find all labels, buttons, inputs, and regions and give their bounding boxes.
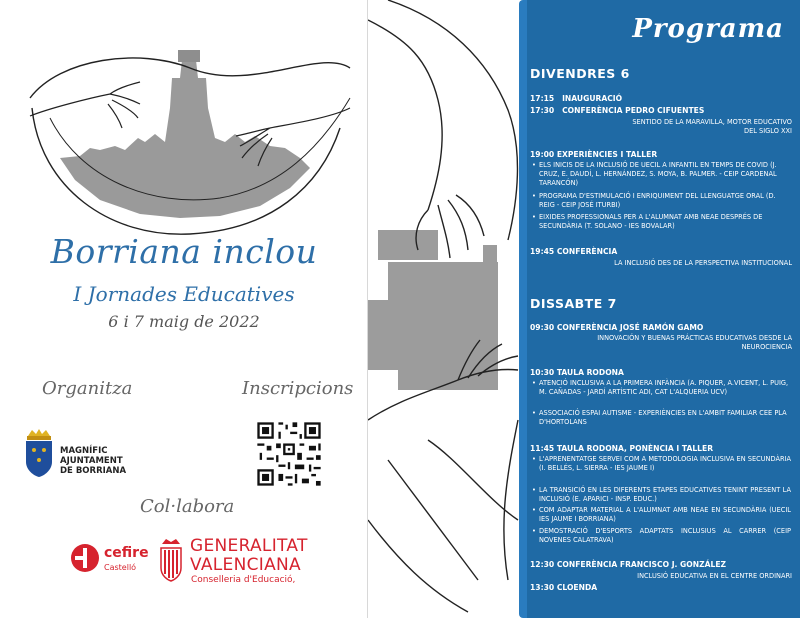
schedule-item: 17:15 INAUGURACIÓ — [530, 94, 623, 103]
item-bullet: • COM ADAPTAR MATERIAL A L'ALUMNAT AMB NEAE EN SECUNDÀRIA (UECIL IES JAUME I BORRIANA) — [531, 506, 791, 524]
borriana-crest-icon — [22, 428, 56, 478]
generalitat-emblem-icon — [158, 536, 184, 582]
item-bullet: • LA TRANSICIÓ EN LES DIFERENTS ETAPES EDUCATIVES TENINT PRESENT LA INCLUSIÓ (E. APARICI - INSP. EDUC.) — [531, 486, 791, 504]
item-description: INNOVACIÓN Y BUENAS PRÁCTICAS EDUCATIVAS DESDE LA — [597, 334, 792, 342]
item-description: LA INCLUSIÓ DES DE LA PERSPECTIVA INSTITUCIONAL — [614, 259, 792, 267]
event-title: Borriana inclou — [50, 232, 318, 271]
day-heading-saturday: DISSABTE 7 — [530, 296, 617, 311]
item-bullet: • L'APRENENTATGE SERVEI COM A METODOLOGIA INCLUSIVA EN SECUNDÀRIA (I. BELLÉS, L. SIERRA - IES JAUME I) — [531, 455, 791, 473]
item-description: INCLUSIÓ EDUCATIVA EN EL CENTRE ORDINARI — [637, 572, 792, 580]
cefire-name: cefire — [104, 545, 149, 561]
schedule-item: 10:30 TAULA RODONA — [530, 368, 624, 377]
cefire-logo-icon — [70, 543, 100, 573]
program-title: Programa — [632, 14, 784, 44]
item-description: SENTIDO DE LA MARAVILLA, MOTOR EDUCATIVO — [632, 118, 792, 126]
schedule-item: 19:45 CONFERÈNCIA — [530, 247, 618, 256]
schedule-item: 19:00 EXPERIÈNCIES I TALLER — [530, 150, 658, 159]
hands-line-art-illustration — [368, 0, 525, 618]
day-heading-friday: DIVENDRES 6 — [530, 66, 630, 81]
inscripcions-heading: Inscripcions — [242, 378, 354, 399]
middle-illustration-panel — [368, 0, 525, 618]
item-bullet: • PROGRAMA D'ESTIMULACIÓ I ENRIQUIMENT DEL LLENGUATGE ORAL (D. REIG - CEIP JOSÉ ITURBI) — [531, 192, 791, 210]
schedule-item: 17:30 CONFERÈNCIA PEDRO CIFUENTES — [530, 106, 705, 115]
item-bullet: • ELS INICIS DE LA INCLUSIÓ DE UECIL A INFANTIL EN TEMPS DE COVID (J. CRUZ, E. DAUDÍ, L. HERNÁNDEZ, S. MOYA, B. PALMER. - CEIP CARDENAL TARANCÓN) — [531, 161, 791, 188]
program-accent-bar — [519, 0, 527, 618]
generalitat-name-line1: GENERALITAT — [190, 536, 308, 556]
ajuntament-name: MAGNÍFIC AJUNTAMENT DE BORRIANA — [60, 446, 127, 476]
left-panel — [0, 0, 368, 618]
colabora-heading: Col·labora — [140, 496, 235, 517]
item-bullet: • DEMOSTRACIÓ D'ESPORTS ADAPTATS INCLUSIUS AL CARRER (CEIP NOVENES CALATRAVA) — [531, 527, 791, 545]
event-date: 6 i 7 maig de 2022 — [108, 312, 260, 331]
item-bullet: • ASSOCIACIÓ ESPAI AUTISME - EXPERIÈNCIES EN L'AMBIT FAMILIAR CEE PLA D'HORTOLANS — [531, 409, 791, 427]
conselleria-name: Conselleria d'Educació, — [191, 575, 296, 585]
hands-embracing-town-illustration — [20, 38, 360, 238]
item-bullet: • ATENCIÓ INCLUSIVA A LA PRIMERA INFÀNCIA (A. PIQUER, A.VICENT, L. PUIG, M. CAÑADAS - JARDÍ ARTÍSTIC ADI, CAT L'ALQUERIA UCV) — [531, 379, 791, 397]
registration-qr-code[interactable] — [255, 420, 323, 488]
cefire-city: Castelló — [104, 563, 137, 572]
generalitat-name-line2: VALENCIANA — [190, 555, 301, 575]
program-panel — [525, 0, 800, 618]
item-bullet: • EIXIDES PROFESSIONALS PER A L'ALUMNAT AMB NEAE DESPRÉS DE SECUNDÀRIA (T. SOLANO - IES BOVALAR) — [531, 213, 791, 231]
schedule-item: 12:30 CONFERÈNCIA FRANCISCO J. GONZÁLEZ — [530, 560, 727, 569]
item-description: NEUROCIENCIA — [741, 343, 792, 351]
organiza-heading: Organitza — [42, 378, 133, 399]
item-description: DEL SIGLO XXI — [744, 127, 792, 135]
schedule-item: 13:30 CLOENDA — [530, 583, 598, 592]
schedule-item: 09:30 CONFERÈNCIA JOSÉ RAMÓN GAMO — [530, 323, 704, 332]
schedule-item: 11:45 TAULA RODONA, PONÈNCIA I TALLER — [530, 444, 714, 453]
event-subtitle: I Jornades Educatives — [73, 282, 295, 306]
